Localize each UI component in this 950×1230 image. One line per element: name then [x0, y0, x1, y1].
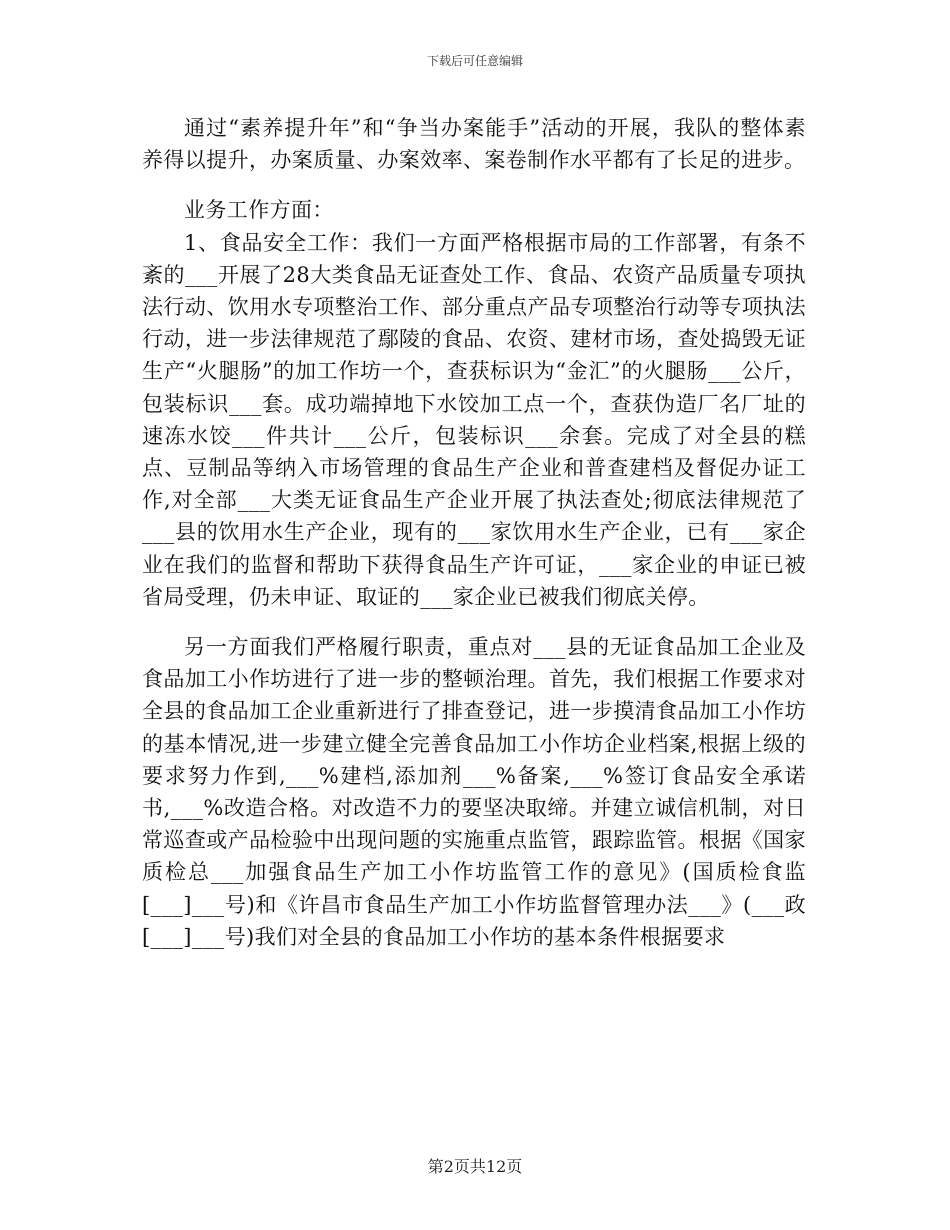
- page-header-note: 下载后可任意编辑: [426, 54, 523, 68]
- document-body: [142, 112, 806, 953]
- page-number: 第2页共12页: [427, 1157, 523, 1176]
- paragraph-workshop-regulation: 另一方面我们严格履行职责，重点对___县的无证食品加工企业及食品加工小作坊进行了进一步的整顿治理。首先，我们根据工作要求对全县的食品加工企业重新进行了排查登记，进一步摸清食品加工小作坊的基本情况,进一步建立健全完善食品加工小作坊企业档案,根据上级的要求努力作到,___%建档,添加剂___%备案,___%签订食品安全承诺书,___%改造合格。对改造不力的要坚决取缔。并建立诚信机制，对日常巡查或产品检验中出现问题的实施重点监管，跟踪监管。根据《国家质检总___加强食品生产加工小作坊监管工作的意见》(国质检食监[___]___号)和《许昌市食品生产加工小作坊监督管理办法___》(___政[___]___号)我们对全县的食品加工小作坊的基本条件根据要求: [142, 635, 806, 949]
- paragraph-intro: 通过“素养提升年”和“争当办案能手”活动的开展，我队的整体素养得以提升，办案质量、办案效率、案卷制作水平都有了长足的进步。: [142, 116, 806, 173]
- paragraph-food-safety: 1、食品安全工作：我们一方面严格根据市局的工作部署，有条不紊的___开展了28大类食品无证查处工作、食品、农资产品质量专项执法行动、饮用水专项整治工作、部分重点产品专项整治行动等专项执法行动，进一步法律规范了鄢陵的食品、农资、建材市场，查处捣毁无证生产“火腿肠”的加工作坊一个，查获标识为“金汇”的火腿肠___公斤，包装标识___套。成功端掉地下水饺加工点一个，查获伪造厂名厂址的速冻水饺___件共计___公斤，包装标识___余套。完成了对全县的糕点、豆制品等纳入市场管理的食品生产企业和普查建档及督促办证工作,对全部___大类无证食品生产企业开展了执法查处;彻底法律规范了___县的饮用水生产企业，现有的___家饮用水生产企业，已有___家企业在我们的监督和帮助下获得食品生产许可证，___家企业的申证已被省局受理，仍未申证、取证的___家企业已被我们彻底关停。: [142, 230, 806, 609]
- paragraph-business-heading: 业务工作方面：: [184, 198, 334, 223]
